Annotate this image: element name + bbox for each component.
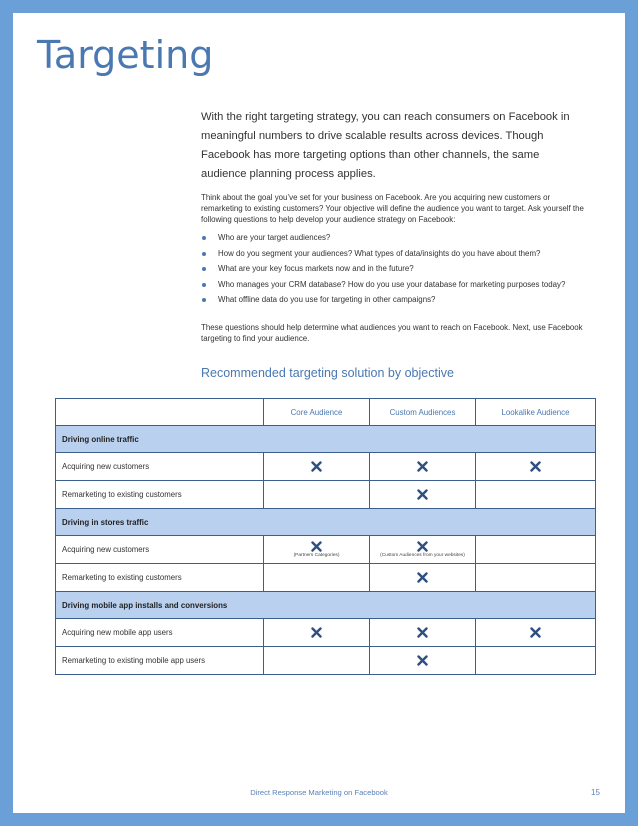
document-page <box>13 13 625 813</box>
column-header: Lookalike Audience <box>476 399 596 426</box>
x-mark-icon <box>530 627 541 638</box>
table-header-empty <box>56 399 264 426</box>
row-label: Remarketing to existing customers <box>56 481 264 509</box>
group-label: Driving in stores traffic <box>56 509 596 536</box>
bullet-dot-icon <box>202 283 206 287</box>
table-cell <box>476 481 596 509</box>
table-cell <box>264 536 370 564</box>
row-label: Remarketing to existing customers <box>56 564 264 592</box>
row-label: Remarketing to existing mobile app users <box>56 647 264 675</box>
x-mark-icon <box>311 627 322 638</box>
table-cell <box>476 564 596 592</box>
list-item <box>201 294 601 310</box>
table-row <box>56 564 596 592</box>
table-cell <box>264 647 370 675</box>
bullet-dot-icon <box>202 252 206 256</box>
x-mark-icon <box>530 461 541 472</box>
table-group-row <box>56 426 596 453</box>
x-mark-icon <box>311 461 322 472</box>
table-cell <box>370 481 476 509</box>
page-number: 15 <box>591 788 600 797</box>
list-item <box>201 248 601 264</box>
table-cell <box>476 647 596 675</box>
column-header: Custom Audiences <box>370 399 476 426</box>
question-list <box>201 232 601 310</box>
table-cell <box>264 564 370 592</box>
bullet-dot-icon <box>202 267 206 271</box>
goal-paragraph: Think about the goal you’ve set for your business on Facebook. Are you acquiring new customers or remarketing to existing customers? Your objective will define the audience you want to target. Ask yourself the following questions to help develop your audience strategy on Facebook: <box>201 193 584 224</box>
table-cell <box>370 453 476 481</box>
list-item-text: Who are your target audiences? <box>218 233 331 242</box>
x-mark-icon <box>417 541 428 552</box>
x-mark-icon <box>417 655 428 666</box>
group-label: Driving mobile app installs and conversions <box>56 592 596 619</box>
x-mark-icon <box>417 572 428 583</box>
x-mark-icon <box>417 461 428 472</box>
table-cell <box>264 481 370 509</box>
row-label: Acquiring new mobile app users <box>56 619 264 647</box>
targeting-table <box>55 398 596 675</box>
bullet-dot-icon <box>202 298 206 302</box>
table-cell <box>476 453 596 481</box>
table-cell <box>476 619 596 647</box>
footer-text: Direct Response Marketing on Facebook <box>250 788 388 797</box>
table-row <box>56 481 596 509</box>
x-mark-icon <box>311 541 322 552</box>
table-header-row <box>56 399 596 426</box>
table-row <box>56 453 596 481</box>
x-mark-icon <box>417 489 428 500</box>
table-cell <box>370 564 476 592</box>
table-cell <box>370 536 476 564</box>
table-group-row <box>56 509 596 536</box>
list-item <box>201 263 601 279</box>
x-mark-icon <box>417 627 428 638</box>
list-item-text: What are your key focus markets now and in the future? <box>218 264 414 273</box>
list-item-text: How do you segment your audiences? What types of data/insights do you have about them? <box>218 248 541 258</box>
group-label: Driving online traffic <box>56 426 596 453</box>
table-group-row <box>56 592 596 619</box>
table-row <box>56 619 596 647</box>
next-steps-paragraph: These questions should help determine what audiences you want to reach on Facebook. Next, use Facebook targeting to find your audience. <box>201 323 583 343</box>
section-heading: Recommended targeting solution by objective <box>201 366 454 380</box>
table-row <box>56 536 596 564</box>
table-body <box>56 426 596 675</box>
row-label: Acquiring new customers <box>56 453 264 481</box>
cell-note: (Partners Categories) <box>293 552 340 558</box>
table-cell <box>264 619 370 647</box>
table-row <box>56 647 596 675</box>
table-cell <box>370 647 476 675</box>
table-cell <box>370 619 476 647</box>
column-header: Core Audience <box>264 399 370 426</box>
intro-paragraph: With the right targeting strategy, you can reach consumers on Facebook in meaningful numbers to drive scalable results across devices. Though Facebook has more targeting options than other channels, the same audience planning process applies. <box>201 111 570 180</box>
list-item-text: Who manages your CRM database? How do you use your database for marketing purposes today? <box>218 279 566 289</box>
row-label: Acquiring new customers <box>56 536 264 564</box>
page-title: Targeting <box>37 33 214 77</box>
cell-note: (Custom Audiences from your websites) <box>380 552 465 558</box>
list-item-text: What offline data do you use for targeting in other campaigns? <box>218 295 436 304</box>
table-cell <box>476 536 596 564</box>
list-item <box>201 279 601 295</box>
list-item <box>201 232 601 248</box>
bullet-dot-icon <box>202 236 206 240</box>
table-cell <box>264 453 370 481</box>
